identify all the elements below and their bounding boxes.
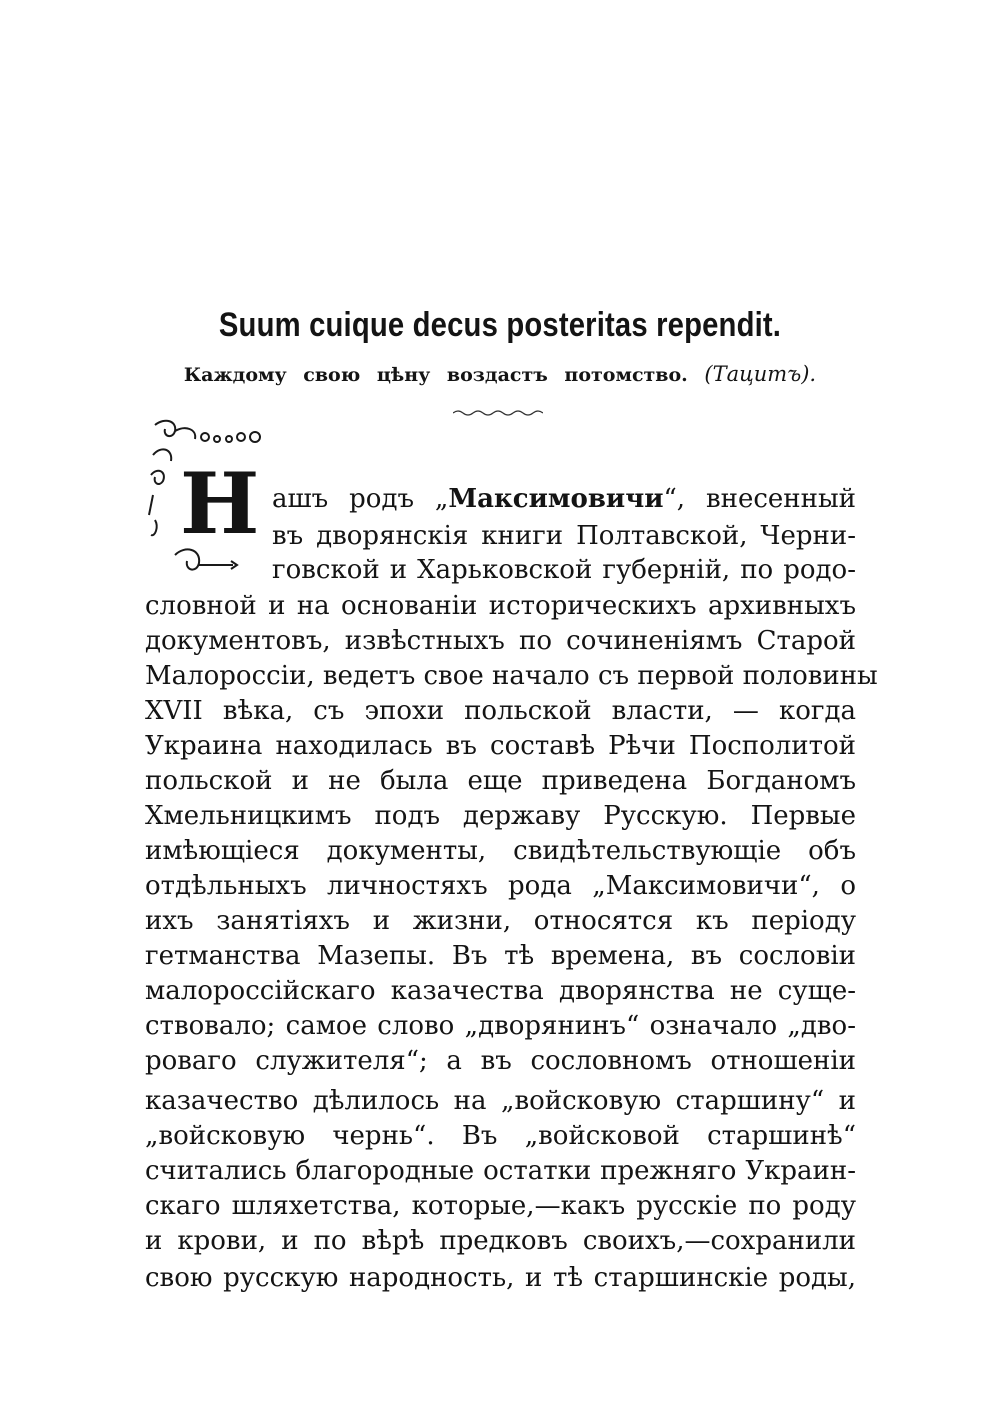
text-line: XVII вѣка, съ эпохи польской власти, — когда: [145, 696, 856, 726]
wavy-rule-ornament: [453, 405, 543, 417]
text-line: роваго служителя“; а въ сословномъ отношеніи: [145, 1046, 856, 1076]
epigraph-translation: [100, 362, 900, 386]
text-line: Украина находилась въ составѣ Рѣчи Посполитой: [145, 731, 856, 761]
text-line: и крови, и по вѣрѣ предковъ своихъ,—сохранили: [145, 1226, 856, 1256]
first-line-start: ашъ родъ „: [272, 484, 449, 514]
text-line: свою русскую народность, и тѣ старшинскіе роды,: [145, 1263, 856, 1293]
text-line: словной и на основаніи историческихъ архивныхъ: [145, 591, 856, 621]
text-line: говской и Харьковской губерній, по родо-: [272, 555, 856, 585]
text-line: малороссійскаго казачества дворянства не суще-: [145, 976, 856, 1006]
text-line: считались благородные остатки прежняго Украин-: [145, 1156, 856, 1186]
text-line: отдѣльныхъ личностяхъ рода „Максимовичи“, о: [145, 871, 856, 901]
text-line: Хмельницкимъ подъ державу Русскую. Первые: [145, 801, 856, 831]
first-line-end: “, внесенный: [663, 484, 856, 514]
text-line: польской и не была еще приведена Богданомъ: [145, 766, 856, 796]
text-line: скаго шляхетства, которые,—какъ русскіе по роду: [145, 1191, 856, 1221]
text-line: казачество дѣлилось на „войсковую старшину“ и: [145, 1086, 856, 1116]
family-name: Максимовичи: [448, 484, 664, 514]
text-line: Малороссіи, ведетъ свое начало съ первой половины: [145, 661, 878, 691]
text-line-first: [272, 484, 856, 514]
text-line: ихъ занятіяхъ и жизни, относятся къ періоду: [145, 906, 856, 936]
text-line: гетманства Мазепы. Въ тѣ времена, въ сословіи: [145, 941, 856, 971]
text-line: „войсковую чернь“. Въ „войсковой старшинѣ“: [145, 1121, 856, 1151]
text-line: документовъ, извѣстныхъ по сочиненіямъ Старой: [145, 626, 856, 656]
text-line: въ дворянскія книги Полтавской, Черни-: [272, 521, 856, 551]
text-line: ствовало; самое слово „дворянинъ“ означало „дво-: [145, 1011, 856, 1041]
drop-cap-letter: Н: [180, 454, 260, 553]
translation-text: Каждому свою цѣну воздастъ потомство.: [183, 364, 688, 386]
latin-epigraph: Suum cuique decus posteritas rependit.: [218, 306, 782, 344]
text-line: имѣющіеся документы, свидѣтельствующіе объ: [145, 836, 856, 866]
epigraph-author: (Тацитъ).: [704, 362, 817, 386]
